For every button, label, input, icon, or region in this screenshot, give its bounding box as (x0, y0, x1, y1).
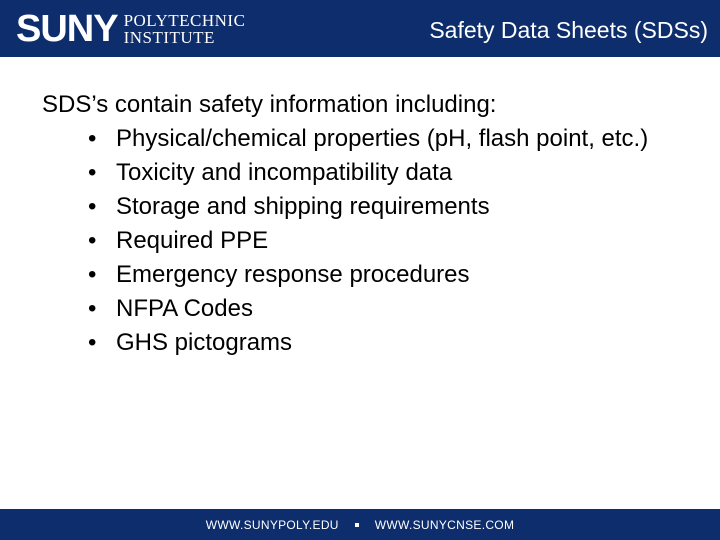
bullet-icon: • (88, 295, 97, 322)
list-item (42, 224, 682, 258)
logo-subtext (124, 12, 246, 46)
bullet-icon: • (88, 159, 97, 186)
list-item (42, 326, 682, 360)
footer-link-sunycnse[interactable]: WWW.SUNYCNSE.COM (374, 517, 515, 532)
bullet-icon: • (88, 261, 97, 288)
list-item-text: GHS pictograms (116, 329, 293, 356)
logo-line-institute: INSTITUTE (123, 28, 215, 47)
list-item-text: NFPA Codes (116, 295, 253, 322)
list-item (42, 156, 682, 190)
logo-line-polytechnic: POLYTECHNIC (123, 11, 246, 30)
list-item-text: Storage and shipping requirements (116, 193, 490, 220)
list-item-text: Toxicity and incompatibility data (116, 159, 453, 186)
slide-title: Safety Data Sheets (SDSs) (429, 17, 708, 43)
list-item (42, 258, 682, 292)
bullet-icon: • (88, 227, 97, 254)
list-item (42, 122, 682, 156)
bullet-icon: • (88, 125, 97, 152)
intro-text: SDS’s contain safety information including: (42, 91, 497, 118)
footer-bar (0, 509, 720, 540)
bullet-list (42, 122, 682, 360)
slide-content (42, 88, 682, 360)
list-item (42, 292, 682, 326)
bullet-icon: • (88, 329, 97, 356)
list-item-text: Emergency response procedures (116, 261, 470, 288)
bullet-icon: • (88, 193, 97, 220)
footer-separator (355, 523, 359, 527)
footer-link-sunypoly[interactable]: WWW.SUNYPOLY.EDU (205, 517, 339, 532)
list-item-text: Physical/chemical properties (pH, flash point, etc.) (116, 125, 649, 152)
logo-suny-text: SUNY (16, 8, 118, 50)
list-item-text: Required PPE (116, 227, 269, 254)
header-bar (0, 0, 720, 57)
list-item (42, 190, 682, 224)
suny-poly-logo (16, 9, 245, 49)
